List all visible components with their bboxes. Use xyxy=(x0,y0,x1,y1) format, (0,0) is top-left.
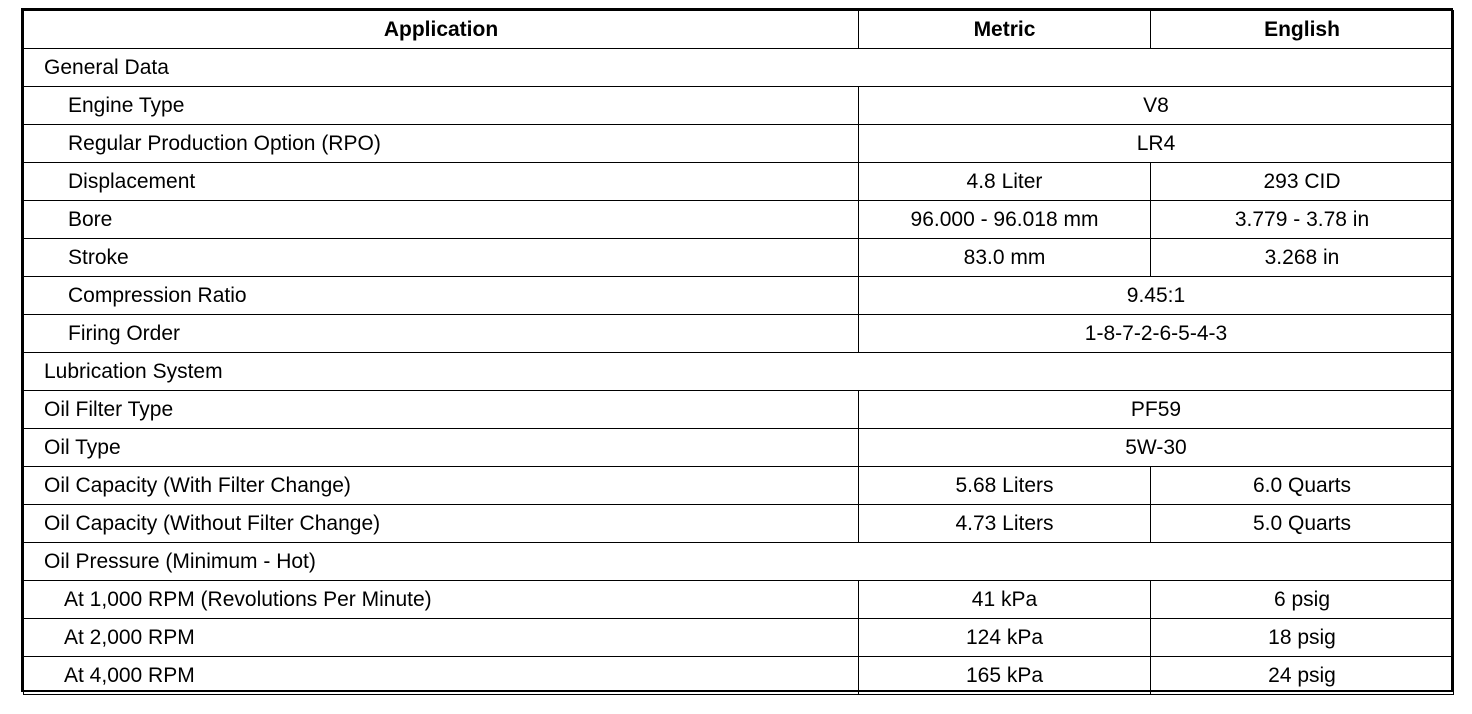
table-body xyxy=(24,49,1454,695)
section-heading: General Data xyxy=(24,49,1454,87)
table-header-row xyxy=(24,11,1454,49)
english-value-cell: 6 psig xyxy=(1151,581,1454,619)
english-value-cell: 5.0 Quarts xyxy=(1151,505,1454,543)
english-value-cell: 6.0 Quarts xyxy=(1151,467,1454,505)
application-cell: At 4,000 RPM xyxy=(24,657,859,695)
table-row xyxy=(24,125,1454,163)
shared-value-cell: 5W-30 xyxy=(859,429,1454,467)
metric-value-cell: 124 kPa xyxy=(859,619,1151,657)
application-cell: Displacement xyxy=(24,163,859,201)
english-value-cell: 24 psig xyxy=(1151,657,1454,695)
metric-value-cell: 165 kPa xyxy=(859,657,1151,695)
application-cell: Oil Capacity (Without Filter Change) xyxy=(24,505,859,543)
metric-value-cell: 5.68 Liters xyxy=(859,467,1151,505)
section-heading: Oil Pressure (Minimum - Hot) xyxy=(24,543,1454,581)
metric-value-cell: 96.000 - 96.018 mm xyxy=(859,201,1151,239)
engine-specifications-table xyxy=(23,10,1454,695)
application-cell: Oil Filter Type xyxy=(24,391,859,429)
table-row xyxy=(24,391,1454,429)
specifications-table-frame xyxy=(21,8,1453,692)
table-row xyxy=(24,429,1454,467)
section-heading: Lubrication System xyxy=(24,353,1454,391)
shared-value-cell: 1-8-7-2-6-5-4-3 xyxy=(859,315,1454,353)
metric-value-cell: 4.73 Liters xyxy=(859,505,1151,543)
application-cell: At 1,000 RPM (Revolutions Per Minute) xyxy=(24,581,859,619)
application-cell: Regular Production Option (RPO) xyxy=(24,125,859,163)
table-row xyxy=(24,619,1454,657)
shared-value-cell: LR4 xyxy=(859,125,1454,163)
application-cell: Oil Type xyxy=(24,429,859,467)
application-cell: Firing Order xyxy=(24,315,859,353)
application-cell: At 2,000 RPM xyxy=(24,619,859,657)
table-row xyxy=(24,239,1454,277)
application-cell: Oil Capacity (With Filter Change) xyxy=(24,467,859,505)
table-row xyxy=(24,315,1454,353)
shared-value-cell: 9.45:1 xyxy=(859,277,1454,315)
table-row xyxy=(24,581,1454,619)
english-value-cell: 293 CID xyxy=(1151,163,1454,201)
shared-value-cell: V8 xyxy=(859,87,1454,125)
section-row xyxy=(24,49,1454,87)
section-row xyxy=(24,353,1454,391)
section-row xyxy=(24,543,1454,581)
table-row xyxy=(24,87,1454,125)
header-application: Application xyxy=(24,11,859,49)
table-row xyxy=(24,277,1454,315)
table-row xyxy=(24,467,1454,505)
metric-value-cell: 4.8 Liter xyxy=(859,163,1151,201)
table-row xyxy=(24,505,1454,543)
english-value-cell: 3.779 - 3.78 in xyxy=(1151,201,1454,239)
table-row xyxy=(24,201,1454,239)
application-cell: Compression Ratio xyxy=(24,277,859,315)
application-cell: Engine Type xyxy=(24,87,859,125)
application-cell: Stroke xyxy=(24,239,859,277)
table-row xyxy=(24,163,1454,201)
application-cell: Bore xyxy=(24,201,859,239)
metric-value-cell: 41 kPa xyxy=(859,581,1151,619)
english-value-cell: 3.268 in xyxy=(1151,239,1454,277)
header-metric: Metric xyxy=(859,11,1151,49)
shared-value-cell: PF59 xyxy=(859,391,1454,429)
header-english: English xyxy=(1151,11,1454,49)
metric-value-cell: 83.0 mm xyxy=(859,239,1151,277)
table-row xyxy=(24,657,1454,695)
english-value-cell: 18 psig xyxy=(1151,619,1454,657)
